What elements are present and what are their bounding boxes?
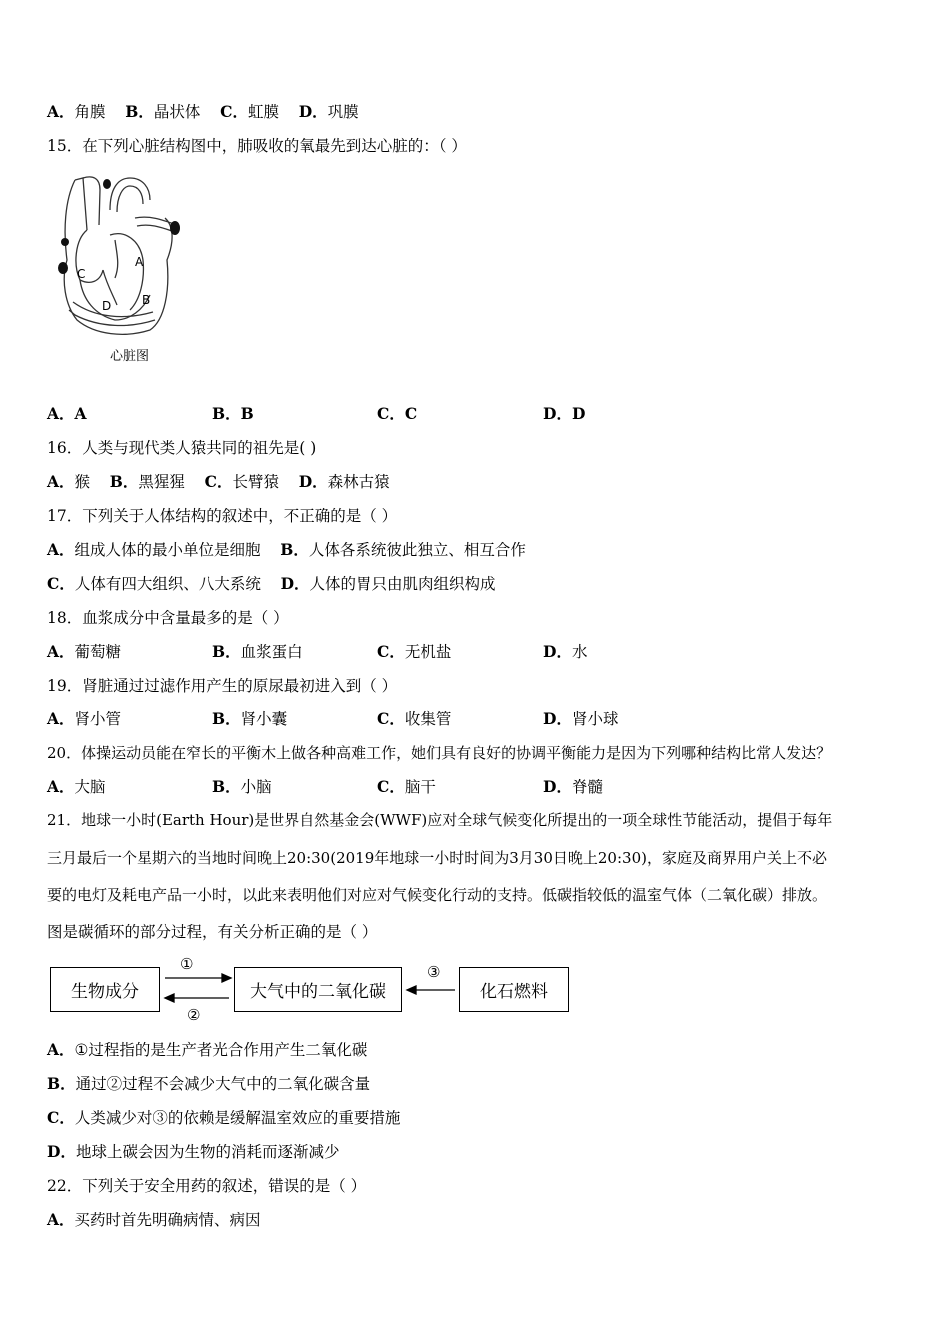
q18-option-c[interactable]: [377, 642, 451, 662]
option-text: 黑猩猩: [138, 473, 185, 491]
q19-option-c[interactable]: [377, 709, 451, 729]
question-21-stem-line2: 三月最后一个星期六的当地时间晚上20:30(2019年地球一小时时间为3月30日晚上20:30)，家庭及商界用户关上不必: [47, 849, 827, 867]
option-text: 葡萄糖: [74, 643, 122, 661]
option-label: D．: [543, 404, 572, 423]
option-label: A．: [47, 472, 75, 491]
option-label: A．: [47, 1210, 75, 1229]
option-label: A．: [47, 1040, 75, 1059]
option-text: 肾小球: [571, 710, 619, 728]
option-text: 虹膜: [247, 103, 279, 121]
option-label: A．: [47, 102, 75, 121]
option-text: C: [404, 404, 418, 423]
option-text: 晶状体: [153, 103, 201, 121]
q15-option-b[interactable]: [212, 404, 254, 424]
option-text: A: [74, 404, 87, 423]
option-label: D．: [280, 574, 310, 593]
arrow-2-label: ②: [187, 1006, 201, 1024]
option-label: B．: [212, 777, 241, 796]
option-text: 大脑: [74, 778, 106, 796]
question-15-stem: 15．在下列心脏结构图中，肺吸收的氧最先到达心脏的：（ ）: [47, 137, 467, 155]
heart-label-c: C: [77, 267, 86, 281]
option-label: C．: [377, 642, 405, 661]
option-label: B．: [212, 642, 241, 661]
option-label: B．: [280, 540, 309, 559]
option-text: 收集管: [404, 710, 452, 728]
question-18-stem: 18．血浆成分中含量最多的是（ ）: [47, 609, 289, 627]
option-label: C．: [377, 404, 405, 423]
option-text: B: [240, 404, 254, 423]
option-text: 人体有四大组织、八大系统: [74, 575, 261, 593]
option-label: B．: [212, 709, 241, 728]
option-label: C．: [204, 472, 233, 491]
q14-options: [47, 102, 359, 122]
box-atmospheric-co2: 大气中的二氧化碳: [234, 967, 402, 1012]
option-text: 小脑: [240, 778, 272, 796]
option-text: 买药时首先明确病情、病因: [74, 1211, 261, 1229]
option-text: 通过②过程不会减少大气中的二氧化碳含量: [75, 1075, 371, 1093]
heart-label-d: D: [102, 299, 112, 313]
arrow-1-head: [222, 974, 231, 982]
heart-caption: 心脏图: [110, 349, 150, 364]
arrow-3-label: ③: [427, 963, 441, 981]
option-text: 长臂猿: [232, 473, 279, 491]
option-text: 血浆蛋白: [240, 643, 303, 661]
option-text: ①过程指的是生产者光合作用产生二氧化碳: [74, 1041, 368, 1059]
option-label: D．: [298, 472, 328, 491]
diagram-arrows: [47, 955, 572, 1030]
option-text: 人类减少对③的依赖是缓解温室效应的重要措施: [74, 1109, 401, 1127]
question-22-stem: 22．下列关于安全用药的叙述，错误的是（ ）: [47, 1177, 367, 1195]
option-label: C．: [377, 709, 405, 728]
option-label: C．: [47, 574, 75, 593]
arrow-3-head: [407, 986, 416, 994]
q17-options-row2: [47, 574, 496, 594]
q19-option-a[interactable]: [47, 709, 121, 729]
option-text: 无机盐: [404, 643, 452, 661]
option-label: A．: [47, 404, 75, 423]
arrow-2-head: [165, 994, 174, 1002]
q20-option-b[interactable]: [212, 777, 272, 797]
heart-label-a: A: [135, 255, 144, 269]
option-text: 角膜: [74, 103, 106, 121]
option-text: 肾小囊: [240, 710, 288, 728]
option-label: B．: [212, 404, 241, 423]
option-text: 地球上碳会因为生物的消耗而逐渐减少: [75, 1143, 340, 1161]
q22-option-a[interactable]: [47, 1210, 261, 1230]
option-label: C．: [377, 777, 405, 796]
q21-option-d[interactable]: [47, 1142, 339, 1162]
box-fossil-fuels: 化石燃料: [459, 967, 569, 1012]
option-text: 森林古猿: [327, 473, 390, 491]
heart-label-b: B: [142, 293, 151, 307]
option-text: 人体各系统彼此独立、相互合作: [308, 541, 526, 559]
option-text: 水: [571, 643, 588, 661]
q15-option-d[interactable]: [543, 404, 585, 424]
arrow-1-label: ①: [180, 955, 194, 973]
option-label: A．: [47, 709, 75, 728]
q18-option-b[interactable]: [212, 642, 303, 662]
question-17-stem: 17．下列关于人体结构的叙述中，不正确的是（ ）: [47, 507, 398, 525]
q18-option-a[interactable]: [47, 642, 121, 662]
option-label: B．: [109, 472, 139, 491]
q21-option-b[interactable]: [47, 1074, 370, 1094]
question-21-stem-line1: 21．地球一小时(Earth Hour)是世界自然基金会(WWF)应对全球气候变化所提出的一项全球性节能活动，提倡于每年: [47, 811, 833, 829]
option-label: B．: [125, 102, 154, 121]
q18-option-d[interactable]: [543, 642, 587, 662]
question-21-stem-line3: 要的电灯及耗电产品一小时，以此来表明他们对应对气候变化行动的支持。低碳指较低的温室气体（二氧化碳）排放。: [47, 886, 828, 904]
carbon-cycle-diagram: [47, 955, 572, 1030]
option-text: 巩膜: [327, 103, 359, 121]
option-text: D: [571, 404, 586, 423]
question-21-stem-line4: 图是碳循环的部分过程，有关分析正确的是（ ）: [47, 923, 378, 941]
option-text: 脑干: [404, 778, 436, 796]
option-label: C．: [220, 102, 248, 121]
q17-options-row1: [47, 540, 526, 560]
option-label: C．: [47, 1108, 75, 1127]
option-text: 脊髓: [571, 778, 603, 796]
heart-diagram: [55, 170, 185, 365]
option-text: 肾小管: [74, 710, 122, 728]
heart-illustration: [55, 170, 185, 365]
option-label: B．: [47, 1074, 76, 1093]
option-label: A．: [47, 777, 75, 796]
q20-option-a[interactable]: [47, 777, 106, 797]
option-label: D．: [298, 102, 328, 121]
q20-option-d[interactable]: [543, 777, 603, 797]
question-19-stem: 19．肾脏通过过滤作用产生的原尿最初进入到（ ）: [47, 677, 398, 695]
q20-option-c[interactable]: [377, 777, 436, 797]
question-16-stem: 16．人类与现代类人猿共同的祖先是( ): [47, 439, 317, 457]
q16-options: [47, 472, 390, 492]
option-label: D．: [543, 642, 572, 661]
q21-option-c[interactable]: [47, 1108, 400, 1128]
option-label: A．: [47, 642, 75, 661]
option-text: 组成人体的最小单位是细胞: [74, 541, 261, 559]
option-label: D．: [543, 777, 572, 796]
question-20-stem: 20．体操运动员能在窄长的平衡木上做各种高难工作，她们具有良好的协调平衡能力是因为下列哪种结构比常人发达？: [47, 744, 832, 762]
q21-option-a[interactable]: [47, 1040, 367, 1060]
q15-option-a[interactable]: [47, 404, 87, 424]
option-label: D．: [47, 1142, 76, 1161]
option-text: 猴: [74, 473, 91, 491]
q19-option-b[interactable]: [212, 709, 287, 729]
box-biological-components: 生物成分: [50, 967, 160, 1012]
option-label: A．: [47, 540, 75, 559]
option-text: 人体的胃只由肌肉组织构成: [309, 575, 496, 593]
option-label: D．: [543, 709, 572, 728]
q19-option-d[interactable]: [543, 709, 618, 729]
q15-option-c[interactable]: [377, 404, 417, 424]
